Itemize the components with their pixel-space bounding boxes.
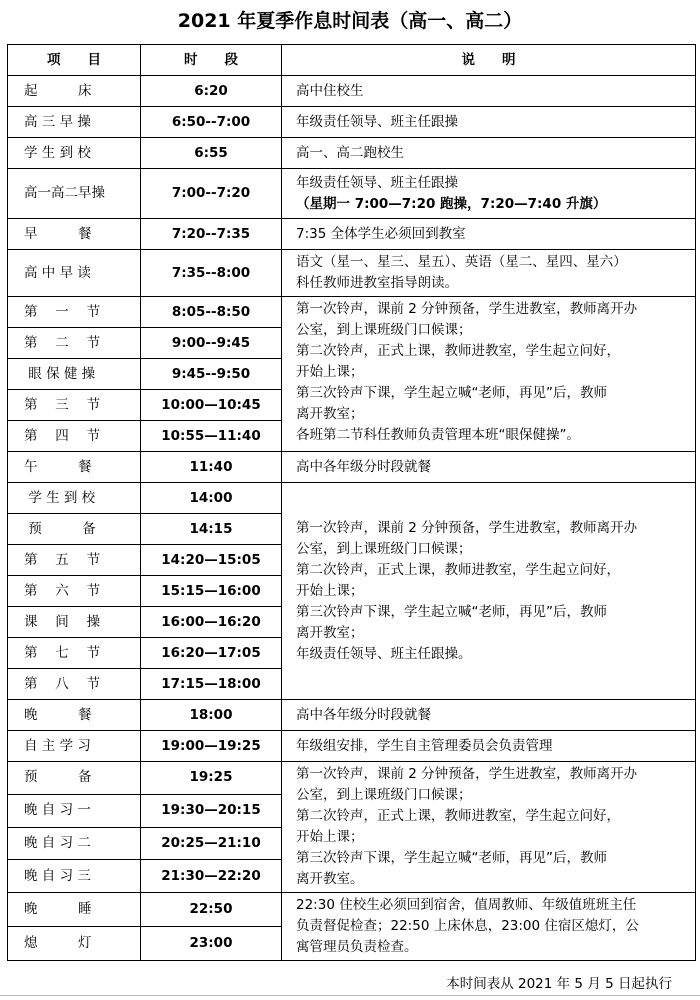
- row-time: 8:05--8:50: [141, 297, 282, 328]
- desc-line: 第一次铃声，课前 2 分钟预备，学生进教室，教师离开办: [296, 301, 638, 317]
- row-time: 19:25: [141, 762, 282, 795]
- row-desc: 年级责任领导、班主任跟操: [282, 107, 696, 138]
- row-item: 第 二 节: [8, 328, 141, 359]
- row-time: 14:00: [141, 483, 282, 514]
- row-item: 晚 睡: [8, 893, 141, 927]
- row-item: 第 五 节: [8, 545, 141, 576]
- row-time: 6:20: [141, 76, 282, 107]
- desc-line: 寓管理员负责检查。: [296, 939, 418, 955]
- row-item: 晚 自 习 三: [8, 860, 141, 893]
- desc-line: 公室，到上课班级门口候课；: [296, 787, 472, 803]
- row-time: 19:00—19:25: [141, 731, 282, 762]
- table-row: [8, 452, 696, 483]
- table-row: [8, 169, 696, 219]
- row-item: 课 间 操: [8, 607, 141, 638]
- desc-line: 公室，到上课班级门口候课；: [296, 540, 472, 557]
- header-item: 项 目: [8, 45, 141, 76]
- row-time: 7:35--8:00: [141, 250, 282, 297]
- row-desc-morning-classes: [282, 297, 696, 452]
- desc-line: 第一次铃声，课前 2 分钟预备，学生进教室，教师离开办: [296, 766, 638, 782]
- table-row: [8, 893, 696, 927]
- header-desc: 说 明: [282, 45, 696, 76]
- row-time: 21:30—22:20: [141, 860, 282, 893]
- desc-line: 离开教室；: [296, 406, 364, 422]
- desc-line: 公室，到上课班级门口候课；: [296, 322, 472, 338]
- effective-date-note: 本时间表从 2021 年 5 月 5 日起执行: [446, 976, 672, 992]
- page-title: 2021 年夏季作息时间表（高一、高二）: [177, 10, 523, 32]
- row-time: 6:55: [141, 138, 282, 169]
- row-time: 16:00—16:20: [141, 607, 282, 638]
- table-row: [8, 107, 696, 138]
- row-desc: 年级组安排，学生自主管理委员会负责管理: [282, 731, 696, 762]
- row-item: 高 三 早 操: [8, 107, 141, 138]
- row-desc: [282, 250, 696, 297]
- desc-line: 第二次铃声，正式上课，教师进教室，学生起立问好，: [296, 561, 620, 578]
- desc-line: 开始上课；: [296, 364, 364, 380]
- row-time: 11:40: [141, 452, 282, 483]
- row-item: 熄 灯: [8, 927, 141, 961]
- row-item: 眼 保 健 操: [8, 359, 141, 390]
- table-row: [8, 731, 696, 762]
- desc-line: 负责督促检查；22:50 上床休息，23:00 住宿区熄灯，公: [296, 918, 639, 934]
- row-time: 16:20—17:05: [141, 638, 282, 669]
- row-item: 预 备: [8, 762, 141, 795]
- desc-line: 第一次铃声，课前 2 分钟预备，学生进教室，教师离开办: [296, 519, 638, 536]
- row-desc: 高一、高二跑校生: [282, 138, 696, 169]
- desc-line: 第三次铃声下课，学生起立喊“老师，再见”后，教师: [296, 603, 607, 620]
- desc-line: 年级责任领导、班主任跟操。: [296, 645, 472, 662]
- desc-line: 年级责任领导、班主任跟操: [296, 174, 458, 191]
- desc-line: 第三次铃声下课，学生起立喊“老师，再见”后，教师: [296, 385, 607, 401]
- table-row: [8, 297, 696, 328]
- desc-line: 22:30 住校生必须回到宿舍，值周教师、年级值班班主任: [296, 897, 637, 913]
- row-item: 第 三 节: [8, 390, 141, 421]
- row-item: 第 八 节: [8, 669, 141, 700]
- table-row: [8, 700, 696, 731]
- row-time: 9:00--9:45: [141, 328, 282, 359]
- row-desc-night: [282, 893, 696, 961]
- row-desc: 高中各年级分时段就餐: [282, 452, 696, 483]
- row-item: 学 生 到 校: [8, 138, 141, 169]
- row-time: 10:00—10:45: [141, 390, 282, 421]
- row-desc-evening-study: [282, 762, 696, 893]
- row-time: 22:50: [141, 893, 282, 927]
- header-time: 时 段: [141, 45, 282, 76]
- table-row: [8, 138, 696, 169]
- row-item: 第 一 节: [8, 297, 141, 328]
- desc-line: 离开教室；: [296, 624, 364, 641]
- row-time: 18:00: [141, 700, 282, 731]
- row-item: 高 中 早 读: [8, 250, 141, 297]
- desc-line: 开始上课；: [296, 582, 364, 599]
- row-item: 学 生 到 校: [8, 483, 141, 514]
- desc-line: 第二次铃声，正式上课，教师进教室，学生起立问好，: [296, 343, 620, 359]
- desc-line: 各班第二节科任教师负责管理本班“眼保健操”。: [296, 427, 580, 443]
- row-item: 自 主 学 习: [8, 731, 141, 762]
- table-row: [8, 762, 696, 795]
- row-item: 预 备: [8, 514, 141, 545]
- row-item: 高一高二早操: [8, 169, 141, 219]
- row-time: 7:20--7:35: [141, 219, 282, 250]
- row-desc: [282, 169, 696, 219]
- row-time: 19:30—20:15: [141, 794, 282, 827]
- bottom-divider: [0, 995, 700, 996]
- row-time: 14:15: [141, 514, 282, 545]
- row-item: 起 床: [8, 76, 141, 107]
- row-item: 第 七 节: [8, 638, 141, 669]
- row-time: 7:00--7:20: [141, 169, 282, 219]
- table-row: [8, 76, 696, 107]
- row-item: 早 餐: [8, 219, 141, 250]
- row-desc-afternoon-classes: [282, 483, 696, 700]
- row-time: 6:50--7:00: [141, 107, 282, 138]
- schedule-table: [7, 44, 696, 961]
- desc-line: 语文（星一、星三、星五）、英语（星二、星四、星六）: [296, 254, 627, 270]
- row-item: 晚 自 习 二: [8, 827, 141, 860]
- row-desc: 7:35 全体学生必须回到教室: [282, 219, 696, 250]
- table-row: [8, 219, 696, 250]
- desc-line: 第三次铃声下课，学生起立喊“老师，再见”后，教师: [296, 850, 607, 866]
- table-header-row: [8, 45, 696, 76]
- row-item: 午 餐: [8, 452, 141, 483]
- row-time: 20:25—21:10: [141, 827, 282, 860]
- row-desc: 高中住校生: [282, 76, 696, 107]
- row-time: 23:00: [141, 927, 282, 961]
- row-item: 晚 餐: [8, 700, 141, 731]
- row-item: 晚 自 习 一: [8, 794, 141, 827]
- desc-line: 离开教室。: [296, 871, 364, 887]
- row-item: 第 六 节: [8, 576, 141, 607]
- row-desc: 高中各年级分时段就餐: [282, 700, 696, 731]
- row-time: 10:55—11:40: [141, 421, 282, 452]
- table-row: [8, 250, 696, 297]
- row-time: 17:15—18:00: [141, 669, 282, 700]
- row-time: 9:45--9:50: [141, 359, 282, 390]
- desc-line: 开始上课；: [296, 829, 364, 845]
- table-row: [8, 483, 696, 514]
- desc-line: （星期一 7:00—7:20 跑操，7:20—7:40 升旗）: [296, 195, 607, 212]
- desc-line: 科任教师进教室指导朗读。: [296, 275, 458, 291]
- row-time: 14:20—15:05: [141, 545, 282, 576]
- row-item: 第 四 节: [8, 421, 141, 452]
- desc-line: 第二次铃声，正式上课，教师进教室，学生起立问好，: [296, 808, 620, 824]
- row-time: 15:15—16:00: [141, 576, 282, 607]
